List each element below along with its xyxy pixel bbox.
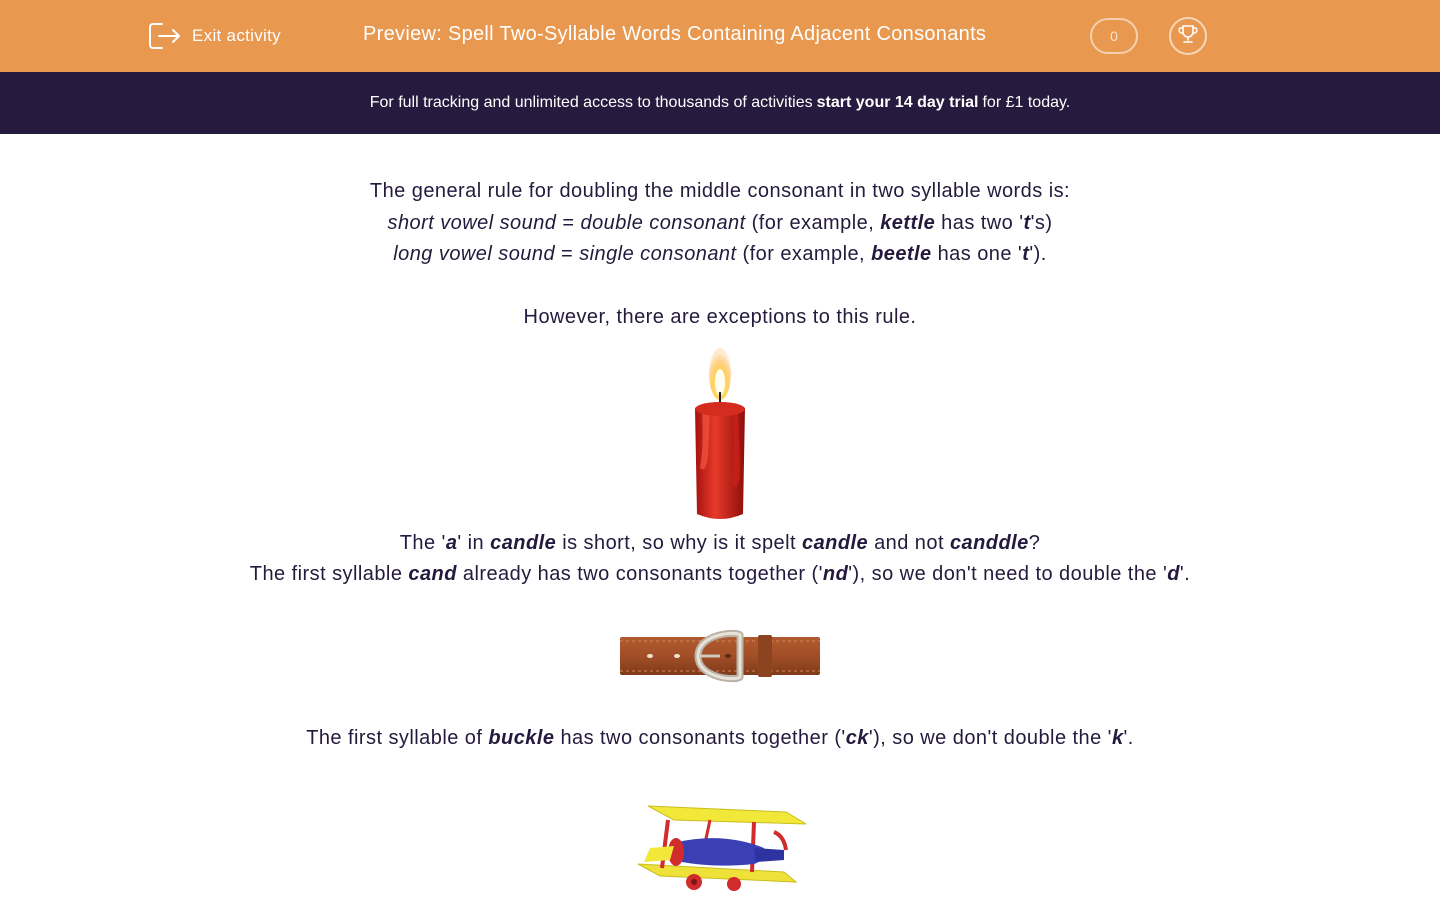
- word: canddle: [949, 531, 1029, 554]
- buckle-line: [0, 723, 1440, 755]
- exit-activity-button[interactable]: [148, 20, 281, 52]
- example-letter: t: [1023, 211, 1031, 234]
- trial-link[interactable]: start your 14 day trial: [816, 94, 979, 111]
- text: (for example,: [745, 211, 881, 234]
- text: has one ': [931, 243, 1023, 265]
- trial-banner: [0, 72, 1440, 134]
- word: buckle: [488, 726, 555, 749]
- letter: a: [445, 531, 458, 554]
- trophy-icon: [1177, 23, 1199, 50]
- letter: d: [1167, 563, 1180, 585]
- syllable: cand: [408, 563, 457, 585]
- text: ?: [1028, 531, 1041, 554]
- rule-intro: The general rule for doubling the middle consonant in two syllable words is:: [369, 180, 1071, 202]
- exit-icon: [148, 21, 182, 51]
- text: The first syllable: [249, 563, 409, 585]
- text: has two consonants together (': [554, 726, 846, 749]
- text: The ': [399, 531, 446, 554]
- text: and not: [868, 531, 950, 554]
- rule-long-a: long vowel sound: [393, 243, 556, 265]
- equals: =: [556, 211, 581, 234]
- text: The first syllable of: [306, 726, 489, 749]
- biplane-image: [0, 802, 1440, 894]
- letter: k: [1111, 726, 1124, 749]
- text: has two ': [935, 211, 1024, 234]
- rule-long: [0, 239, 1440, 271]
- rule-short-a: short vowel sound: [387, 211, 557, 234]
- consonants: nd: [822, 563, 849, 585]
- trophy-button[interactable]: [1169, 17, 1207, 55]
- exceptions-text: However, there are exceptions to this rule.: [523, 306, 917, 328]
- rule-short: [0, 208, 1440, 240]
- candle-line-1: [0, 528, 1440, 560]
- page-title: Preview: Spell Two-Syllable Words Containing Adjacent Consonants: [363, 23, 987, 45]
- text: '.: [1179, 563, 1191, 585]
- banner-text: For full tracking and unlimited access to thousands of activities: [369, 94, 813, 111]
- rule-short-b: double consonant: [580, 211, 746, 234]
- text: (for example,: [736, 243, 872, 265]
- equals: =: [555, 243, 580, 265]
- text: '), so we don't need to double the ': [848, 563, 1168, 585]
- word: candle: [802, 531, 869, 554]
- candle-image: [0, 346, 1440, 522]
- text: 's): [1030, 211, 1053, 234]
- top-bar: [0, 0, 1440, 72]
- word: candle: [490, 531, 557, 554]
- example-word: kettle: [880, 211, 936, 234]
- score-counter: 0: [1090, 18, 1138, 54]
- text: '.: [1123, 726, 1134, 749]
- exit-activity-label: Exit activity: [192, 26, 281, 45]
- text: ' in: [457, 531, 491, 554]
- banner-text-end: for £1 today.: [982, 94, 1071, 111]
- belt-image: [0, 627, 1440, 687]
- rule-long-b: single consonant: [579, 243, 737, 265]
- text: '), so we don't double the ': [868, 726, 1112, 749]
- text: already has two consonants together (': [456, 563, 823, 585]
- lesson-content: [0, 176, 1440, 894]
- example-letter: t: [1022, 243, 1030, 265]
- consonants: ck: [845, 726, 869, 749]
- example-word: beetle: [871, 243, 932, 265]
- candle-line-2: [0, 559, 1440, 591]
- text: is short, so why is it spelt: [556, 531, 802, 554]
- text: ').: [1029, 243, 1047, 265]
